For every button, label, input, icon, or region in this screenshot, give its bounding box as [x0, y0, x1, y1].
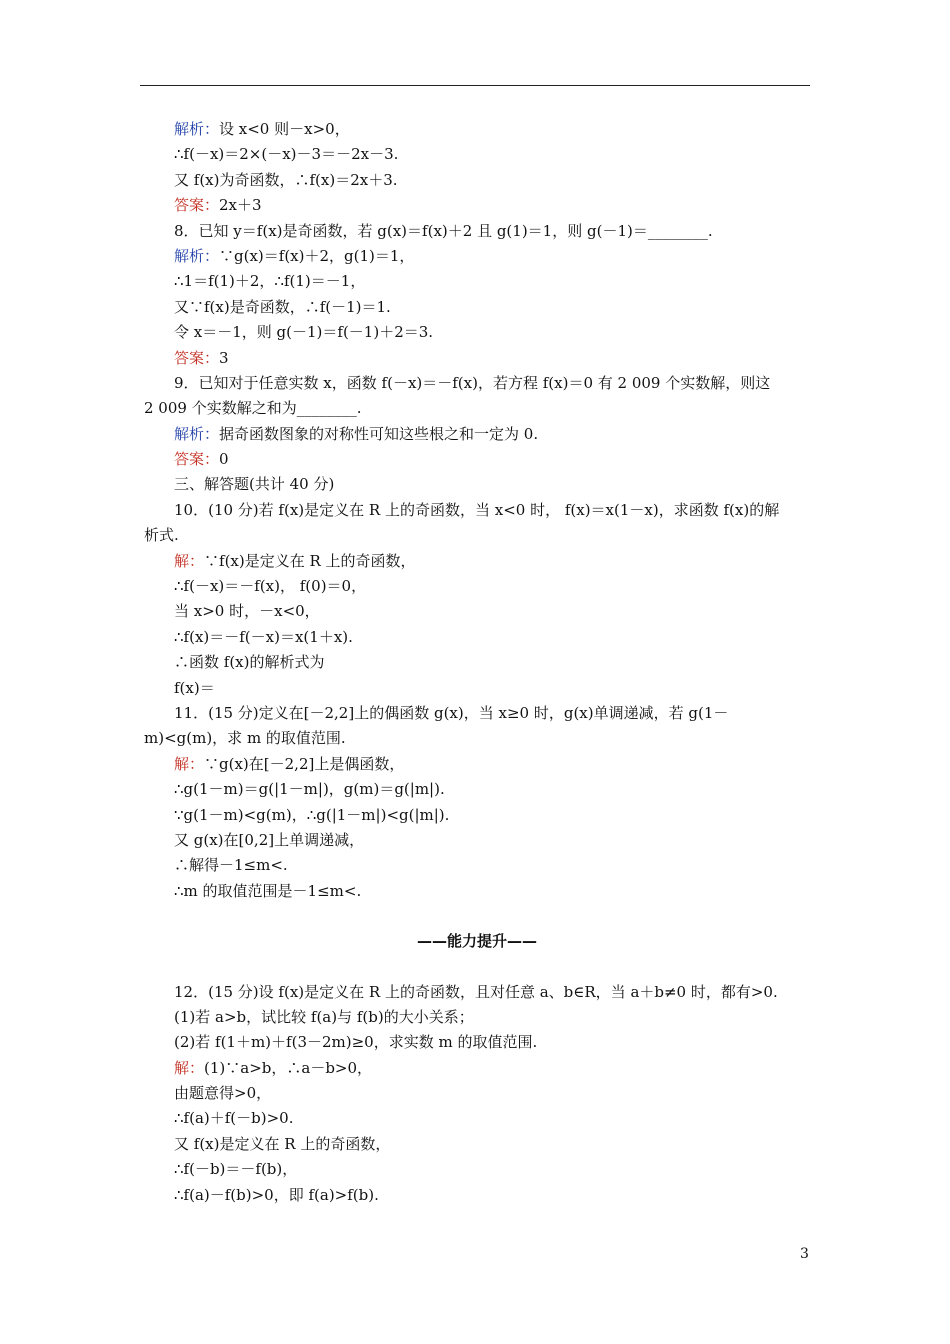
answer-label: 答案：	[174, 348, 220, 367]
line-text: 三、解答题(共计 40 分)	[174, 475, 335, 494]
text-line	[144, 752, 810, 777]
text-line	[144, 1132, 810, 1157]
text-line	[144, 625, 810, 650]
text-line	[144, 853, 810, 878]
line-text: ∵g(x)＝f(x)＋2，g(1)＝1，	[219, 246, 415, 265]
text-line	[144, 777, 810, 802]
text-line	[144, 396, 810, 421]
line-text: ∴f(a)－f(b)>0，即 f(a)>f(b).	[174, 1185, 379, 1204]
text-line	[144, 523, 810, 548]
line-text: 0	[219, 450, 229, 469]
line-text: ∴1＝f(1)＋2，∴f(1)＝－1，	[174, 272, 366, 291]
document-body	[144, 117, 810, 1208]
line-text: 3	[219, 348, 229, 367]
line-text: ∴f(x)＝－f(－x)＝x(1＋x).	[174, 627, 353, 646]
answer-label: 解析：	[174, 120, 220, 138]
line-text: ∵g(1－m)<g(m)，∴g(|1－m|)<g(|m|).	[174, 805, 450, 824]
line-text: 9．已知对于任意实数 x，函数 f(－x)＝－f(x)，若方程 f(x)＝0 有 2 009 个实数解，则这	[174, 373, 771, 392]
text-line	[144, 472, 810, 497]
line-text: ∴f(－x)＝－f(x)， f(0)＝0，	[174, 577, 367, 596]
line-text: ∴f(－b)＝－f(b)，	[174, 1160, 298, 1179]
text-line	[144, 346, 810, 371]
line-text: ∴函数 f(x)的解析式为	[174, 653, 325, 672]
line-text: 当 x>0 时，－x<0，	[174, 602, 320, 621]
line-text: (2)若 f(1＋m)＋f(3－2m)≥0，求实数 m 的取值范围.	[174, 1033, 538, 1052]
text-line	[144, 269, 810, 294]
line-text: ∵g(x)在[－2,2]上是偶函数，	[204, 754, 405, 773]
text-line	[144, 1183, 810, 1208]
text-line	[144, 295, 810, 320]
text-line	[144, 828, 810, 853]
text-line	[144, 1081, 810, 1106]
line-text: ∴f(a)＋f(－b)>0.	[174, 1109, 294, 1128]
text-line	[144, 803, 810, 828]
line-text: 又∵f(x)是奇函数，∴f(－1)＝1.	[174, 297, 391, 316]
line-text: 2 009 个实数解之和为________.	[144, 399, 362, 418]
text-line	[144, 701, 810, 726]
page-number: 3	[800, 1246, 809, 1262]
line-text: 11．(15 分)定义在[－2,2]上的偶函数 g(x)，当 x≥0 时，g(x)单调递减，若 g(1－	[174, 703, 729, 722]
line-text: 设 x<0 则－x>0，	[219, 120, 350, 138]
line-text: 又 f(x)是定义在 R 上的奇函数，	[174, 1134, 391, 1153]
text-line	[144, 726, 810, 751]
line-text: (1)若 a>b，试比较 f(a)与 f(b)的大小关系；	[174, 1007, 474, 1026]
line-text: ∵f(x)是定义在 R 上的奇函数，	[204, 551, 416, 570]
header-rule	[140, 85, 810, 86]
text-line	[144, 117, 810, 142]
text-line	[144, 168, 810, 193]
text-line	[144, 447, 810, 472]
line-text: ∴解得－1≤m<.	[174, 856, 288, 875]
text-line	[144, 244, 810, 269]
answer-label: 答案：	[174, 196, 220, 215]
text-line	[144, 320, 810, 345]
answer-label: 解：	[174, 1058, 205, 1077]
answer-label: 解：	[174, 551, 205, 570]
line-text: 令 x＝－1，则 g(－1)＝f(－1)＋2＝3.	[174, 323, 434, 342]
text-line	[144, 219, 810, 244]
answer-label: 答案：	[174, 450, 220, 469]
line-text: f(x)＝	[174, 678, 215, 697]
line-text: ∴m 的取值范围是－1≤m<.	[174, 881, 362, 900]
text-line	[144, 599, 810, 624]
line-text: 由题意得>0，	[174, 1084, 272, 1103]
text-line	[144, 193, 810, 218]
line-text: 10．(10 分)若 f(x)是定义在 R 上的奇函数，当 x<0 时， f(x)＝x(1－x)，求函数 f(x)的解	[174, 500, 780, 519]
line-text: 据奇函数图象的对称性可知这些根之和一定为 0.	[219, 424, 539, 443]
section-title: ——能力提升——	[416, 932, 537, 951]
text-line	[144, 1005, 810, 1030]
text-line	[144, 650, 810, 675]
line-text: m)<g(m)，求 m 的取值范围.	[144, 729, 346, 748]
text-line	[144, 142, 810, 167]
line-text: 12．(15 分)设 f(x)是定义在 R 上的奇函数，且对任意 a、b∈R，当 a＋b≠0 时，都有>0.	[174, 982, 778, 1001]
text-line	[144, 1030, 810, 1055]
text-line	[144, 549, 810, 574]
line-text: ∴g(1－m)＝g(|1－m|)，g(m)＝g(|m|).	[174, 780, 445, 799]
text-line	[144, 498, 810, 523]
answer-label: 解析：	[174, 424, 220, 443]
advanced-block	[144, 980, 810, 1209]
answer-label: 解析：	[174, 246, 220, 265]
solutions-block	[144, 117, 810, 904]
text-line	[144, 371, 810, 396]
text-line	[144, 422, 810, 447]
text-line	[144, 574, 810, 599]
text-line	[144, 1106, 810, 1131]
answer-label: 解：	[174, 754, 205, 773]
text-line	[144, 980, 810, 1005]
line-text: 8．已知 y＝f(x)是奇函数，若 g(x)＝f(x)＋2 且 g(1)＝1，则 g(－1)＝________.	[174, 221, 713, 240]
line-text: 又 g(x)在[0,2]上单调递减，	[174, 830, 365, 849]
text-line	[144, 1056, 810, 1081]
line-text: 2x＋3	[219, 196, 262, 215]
line-text: (1)∵a>b，∴a－b>0，	[204, 1058, 373, 1077]
line-text: ∴f(－x)＝2×(－x)－3＝－2x－3.	[174, 145, 399, 164]
text-line	[144, 879, 810, 904]
line-text: 析式.	[144, 526, 179, 545]
text-line	[144, 676, 810, 701]
line-text: 又 f(x)为奇函数，∴f(x)＝2x＋3.	[174, 170, 398, 189]
text-line	[144, 1157, 810, 1182]
